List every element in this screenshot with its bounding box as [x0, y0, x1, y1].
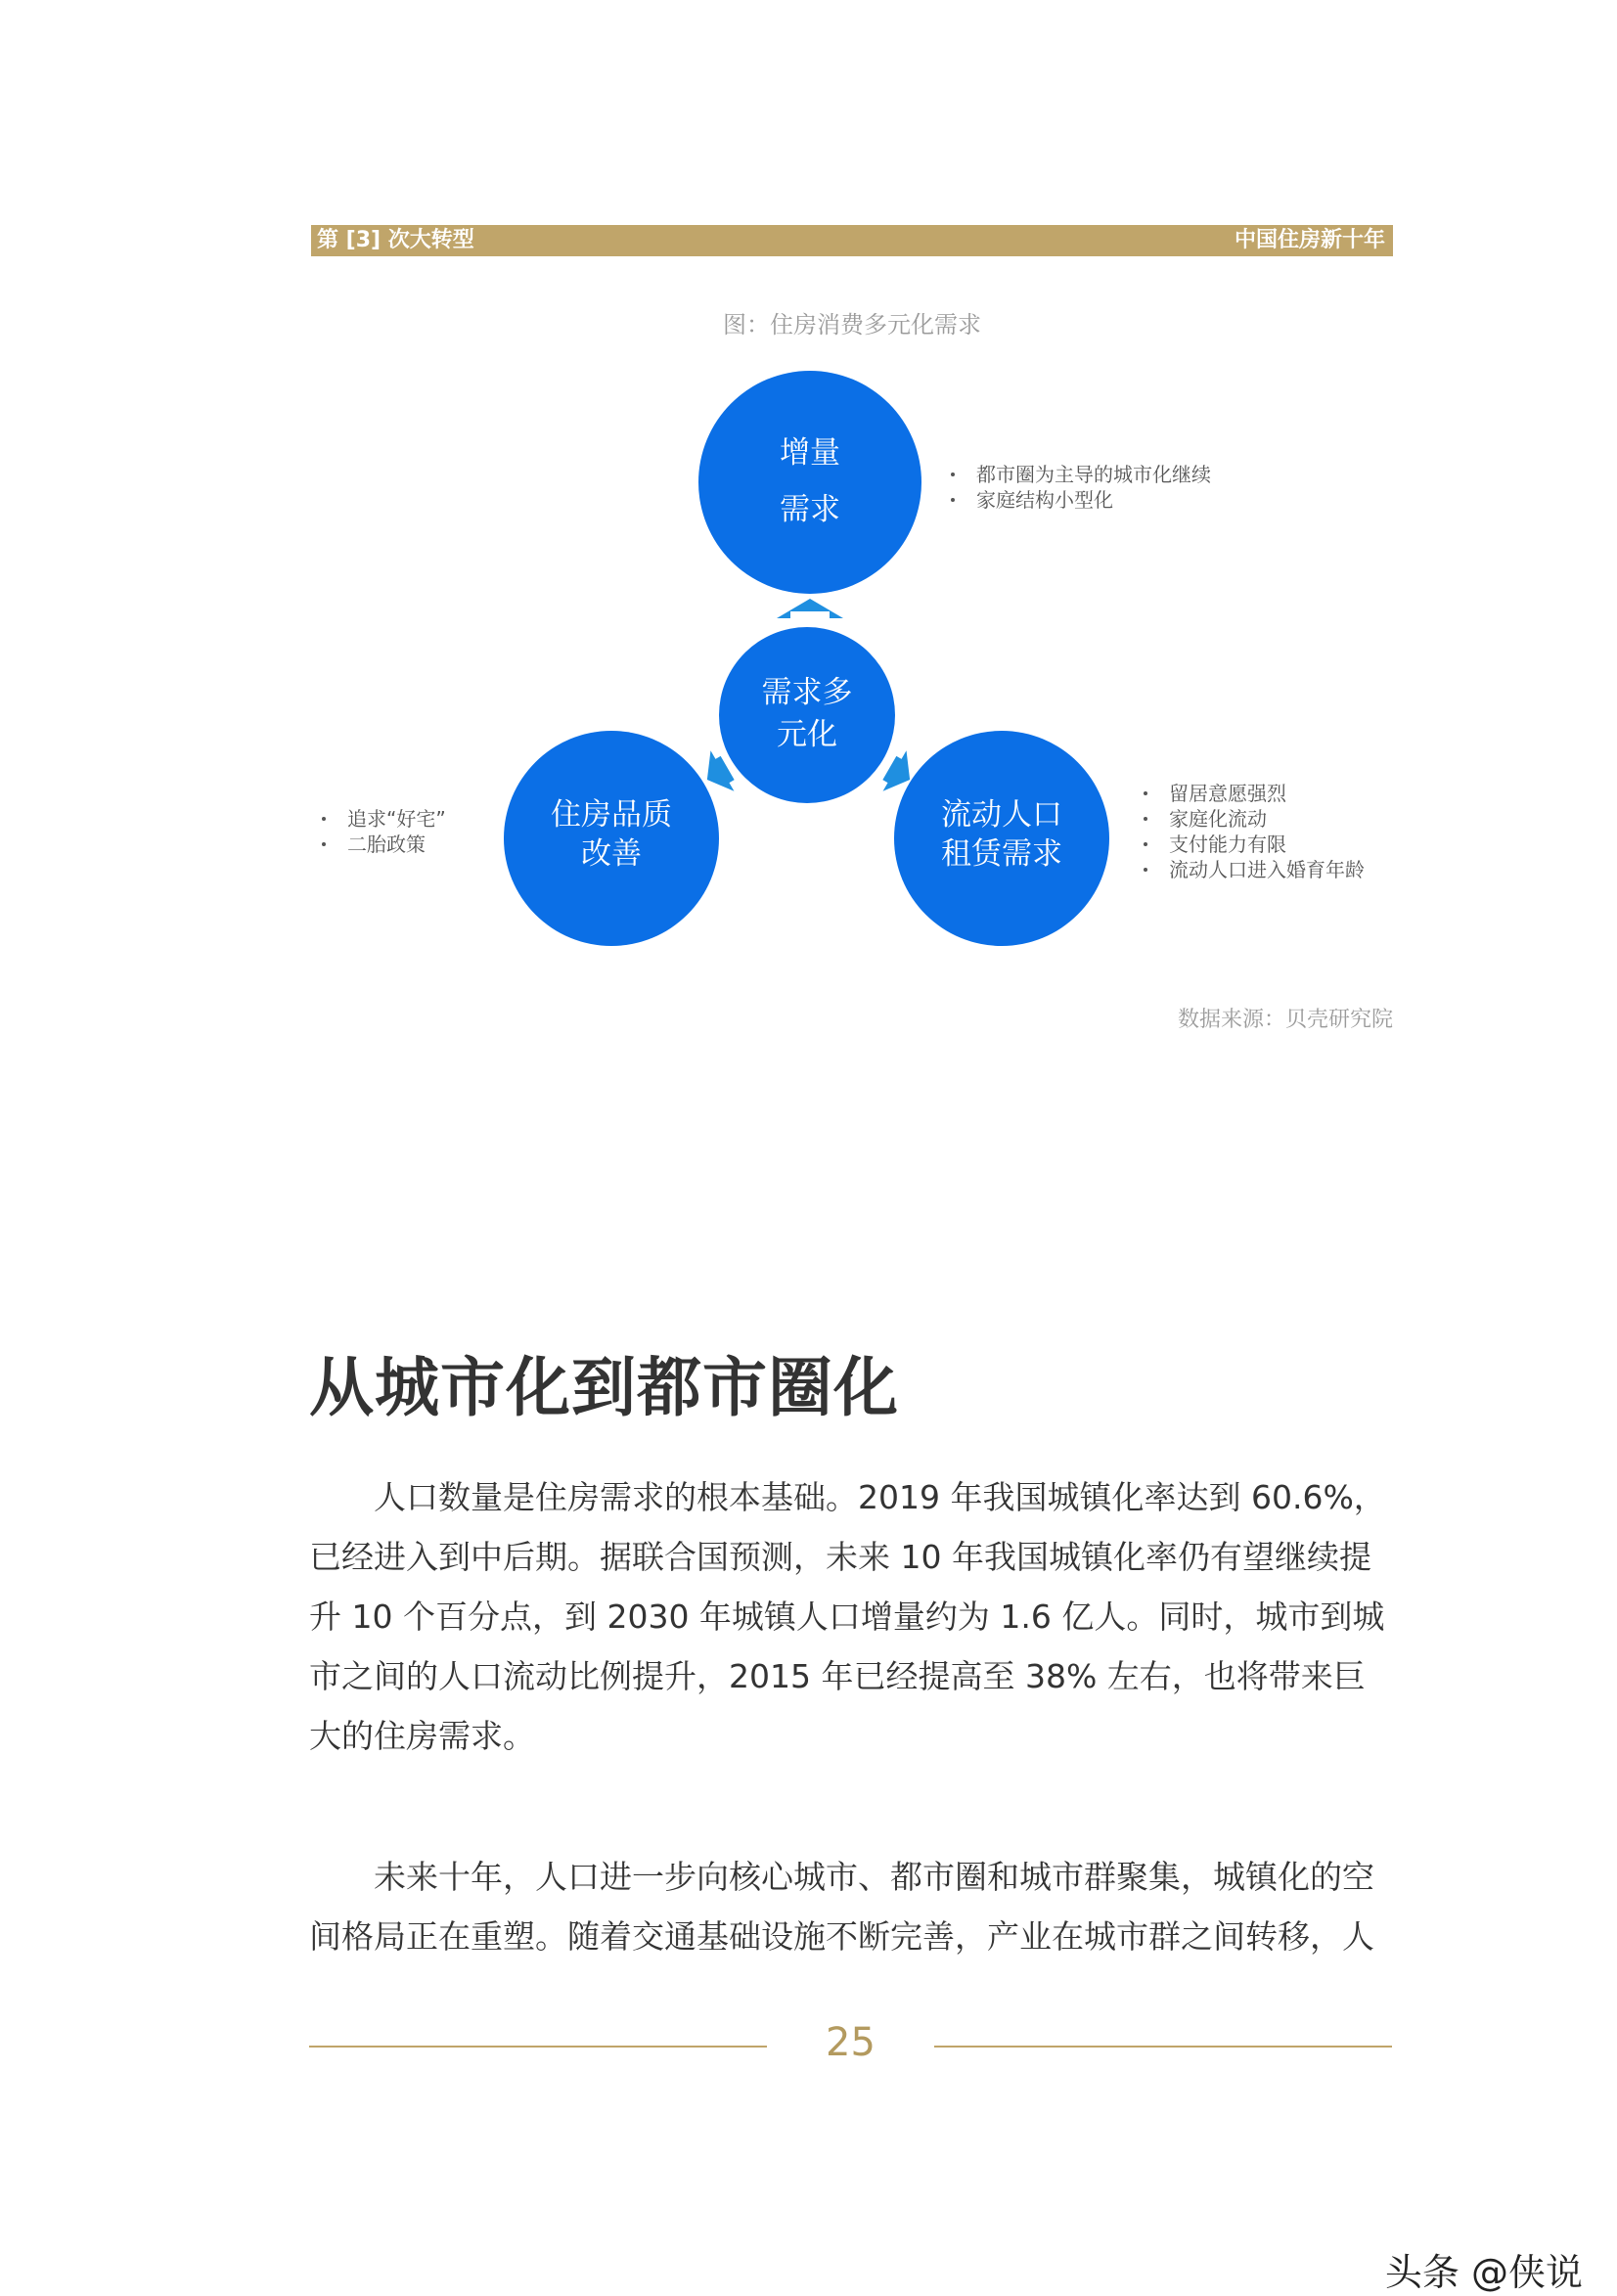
section-title: 从城市化到都市圈化: [309, 1350, 899, 1425]
circle-center: [719, 627, 895, 803]
bullet-item: 流动人口进入婚育年龄: [1140, 857, 1365, 882]
bullet-item: 追求“好宅”: [318, 806, 446, 832]
circle-left: [504, 731, 719, 946]
bullet-item: 留居意愿强烈: [1140, 781, 1365, 806]
paragraph: 人口数量是住房需求的根本基础。2019 年我国城镇化率达到 60.6%，已经进入到中后期。据联合国预测，未来 10 年我国城镇化率仍有望继续提升 10 个百分点，到 2030 年城镇人口增量约为 1.6 亿人。同时，城市到城市之间的人口流动比例提升，2015 年已经提高至 38% 左右，也将带来巨大的住房需求。: [309, 1478, 1386, 1755]
page-number: 25: [826, 2020, 876, 2065]
circle-right: [894, 731, 1109, 946]
arrow-up: [777, 599, 843, 618]
watermark: 头条 @侠说: [1384, 2251, 1583, 2294]
circle-center-line1: 需求多: [761, 675, 853, 710]
circle-left-line2: 改善: [581, 836, 642, 872]
bullet-item: 二胎政策: [318, 832, 446, 857]
data-source: 数据来源：贝壳研究院: [1177, 1008, 1393, 1032]
circle-center-line2: 元化: [777, 717, 837, 752]
top-bullets: [947, 462, 1211, 513]
circle-left-line1: 住房品质: [551, 797, 672, 833]
demand-diagram: [0, 0, 1617, 978]
circle-top-line2: 需求: [780, 492, 840, 527]
right-bullets: [1140, 781, 1365, 882]
bullet-item: 家庭结构小型化: [947, 487, 1211, 513]
circle-top-line1: 增量: [780, 435, 840, 471]
left-bullets: [318, 806, 446, 857]
footer-rule-right: [934, 2046, 1392, 2048]
bullet-item: 支付能力有限: [1140, 832, 1365, 857]
bullet-item: 家庭化流动: [1140, 806, 1365, 832]
circle-top: [698, 371, 921, 594]
footer-rule-left: [309, 2046, 767, 2048]
circle-right-line2: 租赁需求: [941, 836, 1062, 872]
paragraph: 未来十年，人口进一步向核心城市、都市圈和城市群聚集，城镇化的空间格局正在重塑。随着交通基础设施不断完善，产业在城市群之间转移，人: [309, 1858, 1374, 1956]
chapter-label: 第 [3] 次大转型: [317, 228, 474, 252]
figure-title: 图：住房消费多元化需求: [723, 311, 981, 338]
circle-right-line1: 流动人口: [941, 797, 1062, 833]
book-title: 中国住房新十年: [1234, 228, 1385, 252]
bullet-item: 都市圈为主导的城市化继续: [947, 462, 1211, 487]
